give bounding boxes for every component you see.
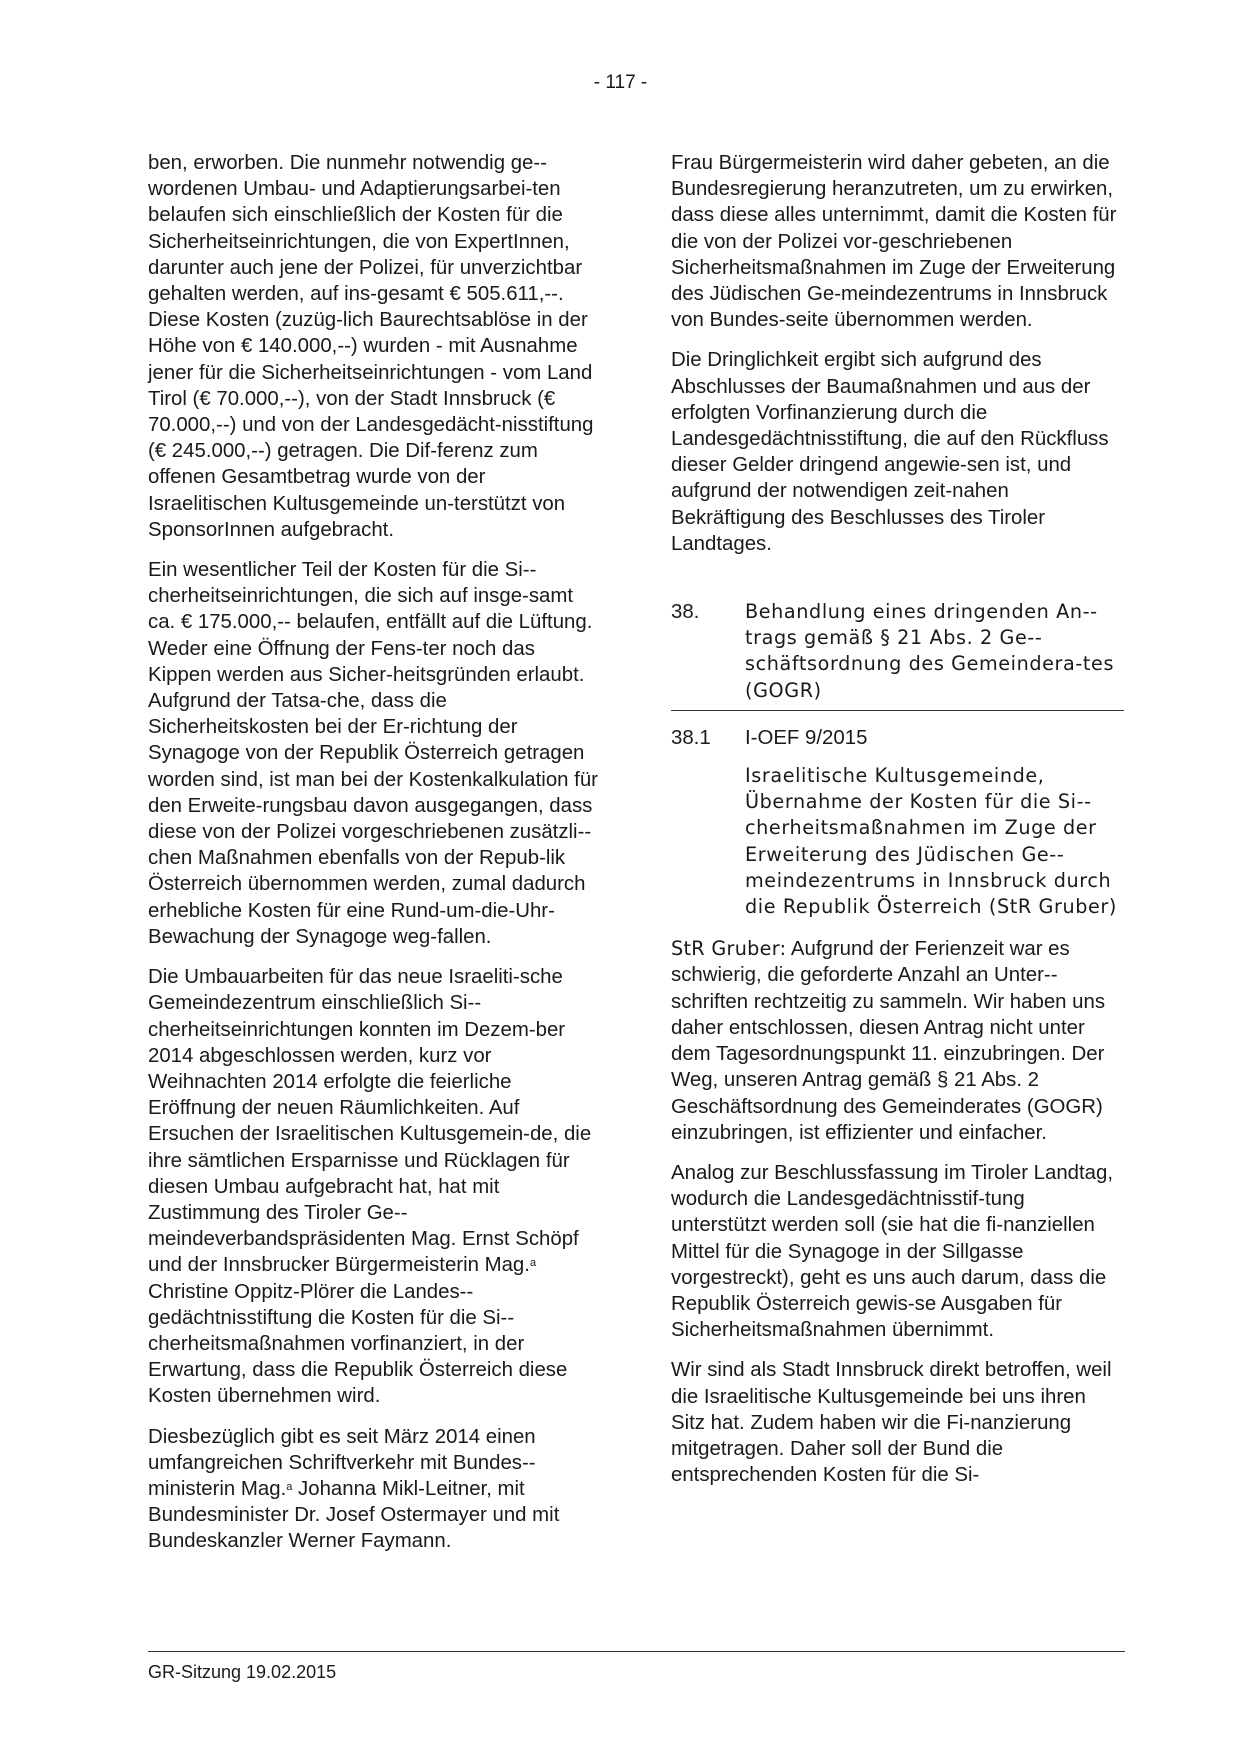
- left-column: [148, 150, 600, 1569]
- agenda-number: 38.: [671, 601, 700, 624]
- paragraph: Analog zur Beschlussfassung im Tiroler Landtag, wodurch die Landesgedächtnisstif-tung unterstützt werden soll (sie hat die fi-nanziellen Mittel für die Synagoge in der Sillgasse vorgestreckt), geht es uns auch darum, dass die Republik Österreich gewis-se Ausgaben für Sicherheitsmaßnahmen übernimmt.: [671, 1161, 1114, 1342]
- agenda-sub-number: 38.1: [671, 726, 711, 749]
- paragraph: Frau Bürgermeisterin wird daher gebeten, an die Bundesregierung heranzutreten, um zu erwirken, dass diese alles unternimmt, damit die Kosten für die von der Polizei vor-geschriebenen Sicherheitsmaßnahmen im Zuge der Erweiterung des Jüdischen Ge-meindezentrums in Innsbruck von Bundes-seite übernommen werden.: [671, 152, 1117, 332]
- superscript: a: [529, 1257, 537, 1270]
- speaker-name: StR Gruber:: [671, 937, 787, 961]
- footer-text: GR-Sitzung 19.02.2015: [148, 1662, 337, 1682]
- right-column: [671, 150, 1124, 1502]
- paragraph: Wir sind als Stadt Innsbruck direkt betroffen, weil die Israelitische Kultusgemeinde bei uns ihren Sitz hat. Zudem haben wir die Fi-nanzierung mitgetragen. Daher soll der Bund die entsprechenden Kosten für die Si-: [671, 1359, 1112, 1487]
- paragraph-text: Die Umbauarbeiten für das neue Israeliti-sche Gemeindezentrum einschließlich Si-cherheitseinrichtungen konnten im Dezem-ber 2014 abgeschlossen werden, kurz vor Weihnachten 2014 erfolgte die feierliche Eröffnung der neuen Räumlichkeiten. Auf Ersuchen der Israelitischen Kultusgemein-de, die ihre sämtlichen Ersparnisse und Rücklagen für diesen Umbau aufgebracht hat, hat mit Zustimmung des Tiroler Ge-meindeverbandspräsidenten Mag. Ernst Schöpf und der Innsbrucker Bürgermeisterin Mag.: [148, 966, 592, 1277]
- paragraph: Die Dringlichkeit ergibt sich aufgrund des Abschlusses der Baumaßnahmen und aus der erfolgten Vorfinanzierung durch die Landesgedächtnisstiftung, die auf den Rückfluss dieser Gelder dringend angewie-sen ist, und aufgrund der notwendigen zeit-nahen Bekräftigung des Beschlusses des Tiroler Landtages.: [671, 349, 1109, 555]
- paragraph-text: Christine Oppitz-Plörer die Landes-gedächtnisstiftung die Kosten für die Si-cherheitsmaßnahmen vorfinanziert, in der Erwartung, dass die Republik Österreich diese Kosten übernehmen wird.: [148, 1280, 568, 1408]
- agenda-item: [671, 599, 1124, 711]
- speech-paragraph: [671, 936, 1124, 1146]
- paragraph-text: Diesbezüglich gibt es seit März 2014 einen umfangreichen Schriftverkehr mit Bundes-ministerin Mag.: [148, 1425, 536, 1500]
- paragraph-text: Aufgrund der Ferienzeit war es schwierig, die geforderte Anzahl an Unter-schriften rechtzeitig zu sammeln. Wir haben uns daher entschlossen, diesen Antrag nicht unter dem Tagesordnungspunkt 11. einzubringen. Der Weg, unseren Antrag gemäß § 21 Abs. 2 Geschäftsordnung des Gemeinderates (GOGR) einzubringen, ist effizienter und einfacher.: [671, 938, 1106, 1144]
- agenda-sub-title: Israelitische Kultusgemeinde, Übernahme der Kosten für die Si-cherheitsmaßnahmen im Zuge der Erweiterung des Jüdischen Ge-meindezentrums in Innsbruck durch die Republik Österreich (StR Gruber): [745, 764, 1117, 919]
- superscript: a: [286, 1480, 293, 1493]
- footer-divider: [148, 1651, 1125, 1652]
- paragraph-text: Johanna Mikl-Leitner, mit Bundesminister Dr. Josef Ostermayer und mit Bundeskanzler Werner Faymann.: [148, 1477, 560, 1553]
- agenda-sub-id: I-OEF 9/2015: [745, 726, 868, 749]
- page-number: - 117 -: [593, 72, 648, 93]
- agenda-subitem: [671, 725, 1124, 936]
- agenda-title: Behandlung eines dringenden An-trags gemäß § 21 Abs. 2 Ge-schäftsordnung des Gemeindera-tes (GOGR): [745, 600, 1115, 702]
- paragraph: [148, 1424, 600, 1555]
- agenda-sub-body: [745, 725, 1124, 936]
- paragraph: Ein wesentlicher Teil der Kosten für die Si-cherheitseinrichtungen, die sich auf insge-samt ca. € 175.000,-- belaufen, entfällt auf die Lüftung. Weder eine Öffnung der Fens-ter noch das Kippen werden aus Sicher-heitsgründen erlaubt. Aufgrund der Tatsa-che, dass die Sicherheitskosten bei der Er-richtung der Synagoge von der Republik Österreich getragen worden sind, ist man bei der Kostenkalkulation für den Erweite-rungsbau davon ausgegangen, dass diese von der Polizei vorgeschriebenen zusätzli-chen Maßnahmen ebenfalls von der Repub-lik Österreich übernommen werden, zumal dadurch erhebliche Kosten für eine Rund-um-die-Uhr-Bewachung der Synagoge weg-fallen.: [148, 559, 598, 948]
- paragraph: [148, 964, 600, 1409]
- paragraph: ben, erworben. Die nunmehr notwendig ge-wordenen Umbau- und Adaptierungsarbei-ten belaufen sich einschließlich der Kosten für die Sicherheitseinrichtungen, die von ExpertInnen, darunter auch jene der Polizei, für unverzichtbar gehalten werden, auf ins-gesamt € 505.611,--. Diese Kosten (zuzüg-lich Baurechtsablöse in der Höhe von € 140.000,--) wurden - mit Ausnahme jener für die Sicherheitseinrichtungen - vom Land Tirol (€ 70.000,--), von der Stadt Innsbruck (€ 70.000,--) und von der Landesgedächt-nisstiftung (€ 245.000,--) getragen. Die Dif-ferenz zum offenen Gesamtbetrag wurde von der Israelitischen Kultusgemeinde un-terstützt von SponsorInnen aufgebracht.: [148, 152, 594, 541]
